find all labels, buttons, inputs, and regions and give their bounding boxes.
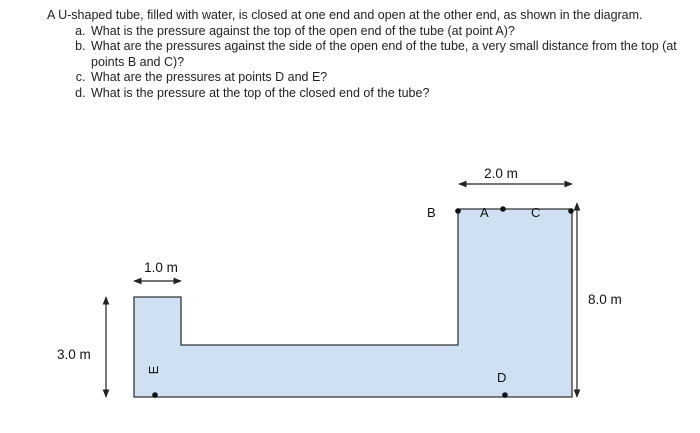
question-intro: A U-shaped tube, filled with water, is closed at one end and open at the other end, as shown in the diagram. bbox=[47, 8, 643, 22]
label-height-3m: 3.0 m bbox=[57, 347, 91, 362]
u-tube-water bbox=[134, 209, 572, 397]
label-point-b: B bbox=[427, 205, 436, 220]
question-part-b: b. What are the pressures against the side of the open end of the tube, a very small distance from the top (at points B and C)? bbox=[89, 39, 687, 70]
point-b-dot bbox=[455, 208, 461, 214]
label-point-e: E bbox=[146, 365, 161, 375]
label-width-2m: 2.0 m bbox=[484, 166, 518, 181]
label-point-d: D bbox=[497, 370, 507, 385]
point-c-dot bbox=[568, 208, 574, 214]
question-part-a: a. What is the pressure against the top of the open end of the tube (at point A)? bbox=[89, 24, 687, 40]
question-part-c: c. What are the pressures at points D and E? bbox=[89, 70, 687, 86]
label-point-c: C bbox=[531, 205, 541, 220]
question-part-d: d. What is the pressure at the top of the closed end of the tube? bbox=[89, 86, 687, 102]
point-e-dot bbox=[152, 392, 158, 398]
label-point-a: A bbox=[480, 205, 489, 220]
label-height-8m: 8.0 m bbox=[588, 292, 622, 307]
label-width-1m: 1.0 m bbox=[144, 260, 178, 275]
point-d-dot bbox=[502, 392, 508, 398]
point-a-dot bbox=[500, 206, 506, 212]
